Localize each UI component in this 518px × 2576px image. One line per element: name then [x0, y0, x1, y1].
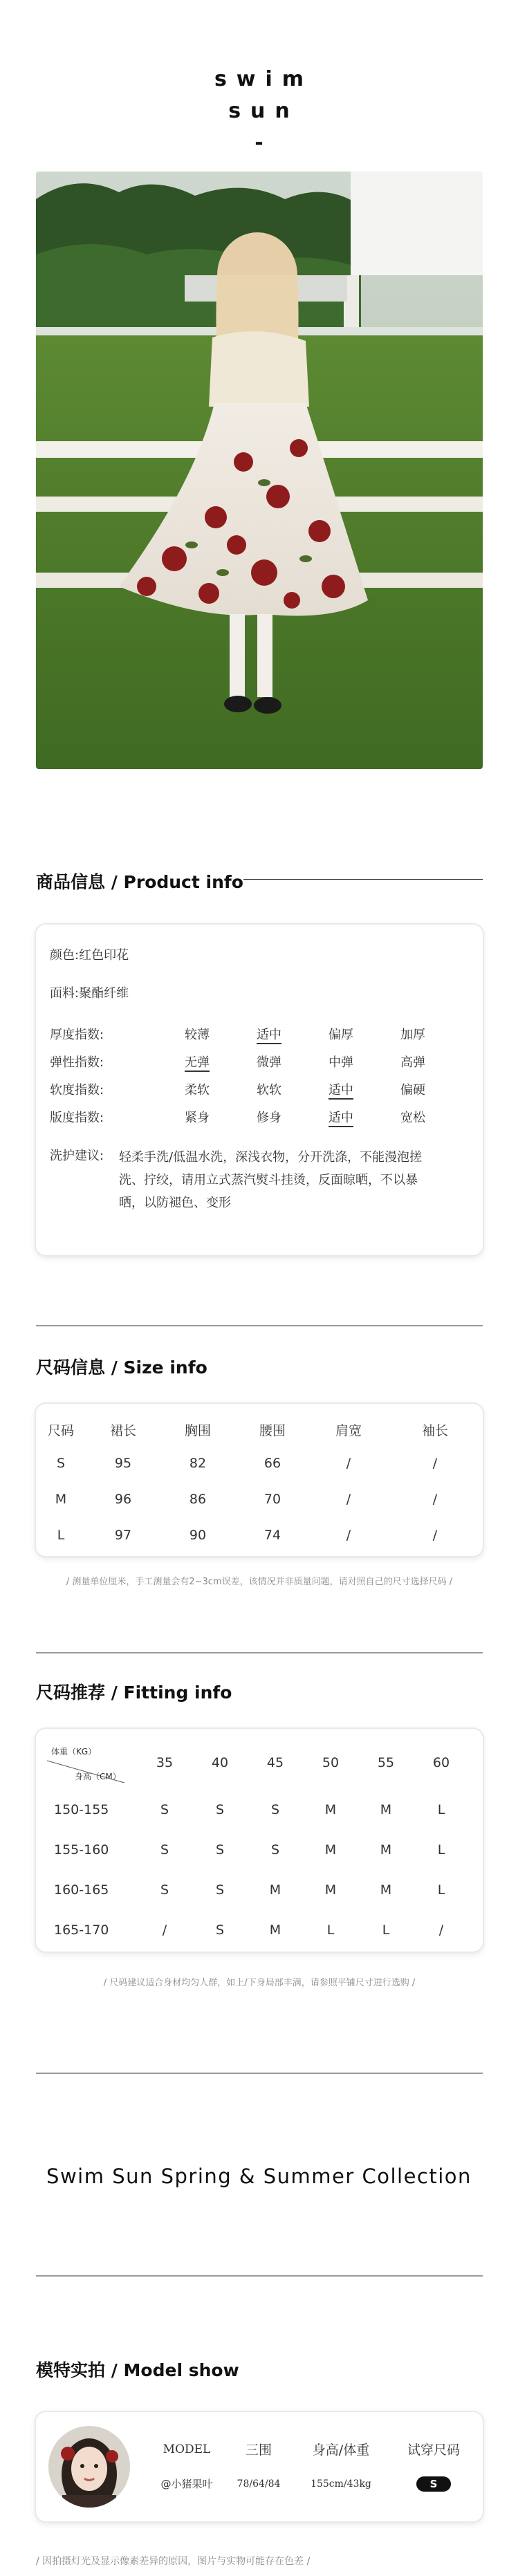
fit-cell: L [437, 1802, 445, 1817]
size-cell: 86 [189, 1492, 207, 1507]
index-option: 高弹 [400, 1055, 425, 1070]
section-divider [36, 1652, 483, 1653]
size-cell: 74 [263, 1528, 281, 1543]
weight-header-cell: 45 [266, 1755, 284, 1770]
size-header-cell: 胸围 [184, 1423, 211, 1438]
fit-cell: S [160, 1882, 169, 1898]
fit-cell: / [162, 1922, 167, 1938]
section-divider [36, 2073, 483, 2074]
fit-cell: M [380, 1842, 392, 1857]
size-cell: / [346, 1528, 351, 1543]
size-badge: S [416, 2476, 451, 2492]
fitting-table-body [47, 1790, 469, 1950]
index-option-selected: 无弹 [185, 1055, 210, 1072]
avatar-illustration [48, 2426, 130, 2508]
hero-photo [36, 172, 483, 769]
model-header-cell: MODEL [163, 2442, 211, 2456]
corner-height-label: 身高（CM） [75, 1772, 121, 1781]
fabric-text: 面料:聚酯纤维 [50, 986, 129, 1001]
fit-cell: L [326, 1922, 335, 1938]
model-size-cell [391, 2476, 476, 2492]
weight-header-cell: 50 [322, 1755, 340, 1770]
height-cell: 155-160 [54, 1842, 109, 1857]
size-cell: 82 [189, 1456, 207, 1471]
size-cell: 66 [263, 1456, 281, 1471]
model-header-cell: 身高/体重 [312, 2443, 370, 2458]
size-header-cell: 袖长 [421, 1423, 448, 1438]
color-text: 颜色:红色印花 [50, 948, 129, 963]
fit-cell: M [380, 1802, 392, 1817]
weight-header-cell: 35 [156, 1755, 174, 1770]
table-row [47, 1870, 469, 1910]
height-cell: 150-155 [54, 1802, 109, 1817]
fit-cell: S [215, 1842, 225, 1857]
size-cell: 95 [114, 1456, 132, 1471]
index-row-thickness [50, 1020, 469, 1048]
size-header-cell: 肩宽 [335, 1423, 362, 1438]
brand-line-1: swim [214, 67, 314, 91]
care-label: 洗护建议: [50, 1149, 104, 1163]
index-option: 偏厚 [329, 1028, 353, 1042]
model-show-card [36, 2412, 483, 2521]
index-option: 软软 [257, 1083, 281, 1097]
model-photo-illustration [36, 172, 483, 769]
fitting-info-title: 尺码推荐 / Fitting info [36, 1683, 232, 1703]
size-cell: 90 [189, 1528, 207, 1543]
index-option: 柔软 [185, 1083, 210, 1097]
fitting-corner-cell [47, 1743, 137, 1783]
product-info-card [36, 925, 483, 1255]
fit-cell: S [270, 1842, 280, 1857]
fit-cell: M [269, 1922, 281, 1938]
fit-cell: M [269, 1882, 281, 1898]
index-option-selected: 适中 [329, 1111, 353, 1127]
fitting-note: / 尺码建议适合身材均匀人群，如上/下身局部丰满，请参照平铺尺寸进行选购 / [103, 1978, 416, 1988]
fit-cell: L [382, 1922, 390, 1938]
size-cell: S [56, 1456, 66, 1471]
size-cell: / [432, 1492, 438, 1507]
model-header-cell: 试穿尺码 [407, 2443, 460, 2458]
brand-line-2: sun [228, 99, 299, 123]
fit-cell: L [437, 1882, 445, 1898]
index-option-selected: 适中 [329, 1083, 353, 1100]
size-note: / 测量单位厘米，手工测量会有2~3cm误差，该情况并非质量问题，请对照自己的尺寸选择尺码 / [66, 1577, 453, 1587]
model-header-row [147, 2440, 476, 2458]
table-row [47, 1910, 469, 1950]
model-note: / 因拍摄灯光及显示像素差异的原因，图片与实物可能存在色差 / [36, 2556, 311, 2567]
fit-cell: M [324, 1842, 337, 1857]
avatar [48, 2426, 130, 2508]
fitting-info-card [36, 1729, 483, 1952]
fit-cell: / [438, 1922, 444, 1938]
table-row [47, 1790, 469, 1830]
table-row [36, 1517, 483, 1553]
size-table [36, 1414, 483, 1553]
index-label: 软度指数: [50, 1083, 104, 1097]
fit-cell: L [437, 1842, 445, 1857]
brand-logo [0, 64, 518, 159]
section-divider [36, 2275, 483, 2277]
fit-cell: S [160, 1802, 169, 1817]
fit-cell: S [215, 1802, 225, 1817]
care-line: 轻柔手洗/低温水洗，深浅衣物，分开洗涤，不能漫泡搓 [119, 1150, 423, 1165]
fit-cell: M [324, 1802, 337, 1817]
model-header-cell: 三围 [245, 2443, 272, 2458]
index-option: 加厚 [400, 1028, 425, 1042]
model-measurements: 78/64/84 [237, 2478, 281, 2490]
fit-cell: S [215, 1882, 225, 1898]
size-table-header [36, 1414, 483, 1445]
index-row-softness [50, 1075, 469, 1103]
index-option: 微弹 [257, 1055, 281, 1070]
height-cell: 165-170 [54, 1922, 109, 1938]
height-cell: 160-165 [54, 1882, 109, 1898]
index-option-selected: 适中 [257, 1028, 281, 1044]
table-row [36, 1445, 483, 1481]
care-line: 洗、拧绞，请用立式蒸汽熨斗挂烫，反面晾晒，不以暴 [119, 1173, 418, 1187]
care-line: 晒，以防褪色、变形 [119, 1196, 231, 1210]
size-info-title: 尺码信息 / Size info [36, 1358, 207, 1378]
section-divider [36, 1325, 483, 1326]
collection-title: Swim Sun Spring & Summer Collection [46, 2165, 472, 2188]
corner-weight-label: 体重（KG） [51, 1747, 97, 1757]
care-text [119, 1146, 422, 1214]
brand-line-3: - [255, 131, 273, 155]
fitting-weight-header [137, 1743, 469, 1783]
index-label: 弹性指数: [50, 1055, 104, 1070]
model-show-title: 模特实拍 / Model show [36, 2360, 239, 2380]
product-info-title: 商品信息 / Product info [36, 872, 243, 892]
size-cell: 70 [263, 1492, 281, 1507]
index-option: 紧身 [185, 1111, 210, 1125]
weight-header-cell: 40 [211, 1755, 229, 1770]
size-cell: / [432, 1528, 438, 1543]
table-row [36, 1481, 483, 1517]
index-row-fit [50, 1103, 469, 1131]
indices-table [50, 1020, 469, 1131]
size-cell: L [57, 1528, 65, 1543]
fit-cell: S [215, 1922, 225, 1938]
size-cell: 97 [114, 1528, 132, 1543]
model-height-weight: 155cm/43kg [311, 2478, 371, 2490]
fit-cell: S [160, 1842, 169, 1857]
index-row-elasticity [50, 1048, 469, 1075]
index-label: 版度指数: [50, 1111, 104, 1125]
index-label: 厚度指数: [50, 1028, 104, 1042]
size-header-cell: 尺码 [47, 1423, 74, 1438]
size-info-card [36, 1404, 483, 1556]
size-cell: M [55, 1492, 67, 1507]
fit-cell: M [380, 1882, 392, 1898]
table-row [47, 1830, 469, 1870]
product-info-title-line [243, 879, 483, 880]
size-cell: / [346, 1492, 351, 1507]
index-option: 较薄 [185, 1028, 210, 1042]
index-option: 中弹 [329, 1055, 353, 1070]
size-cell: / [346, 1456, 351, 1471]
fit-cell: M [324, 1882, 337, 1898]
fit-cell: S [270, 1802, 280, 1817]
index-option: 偏硬 [400, 1083, 425, 1097]
weight-header-cell: 60 [432, 1755, 450, 1770]
model-value-row [147, 2476, 476, 2492]
size-cell: 96 [114, 1492, 132, 1507]
size-header-cell: 裙长 [109, 1423, 136, 1438]
index-option: 宽松 [400, 1111, 425, 1125]
size-cell: / [432, 1456, 438, 1471]
model-name: @小猪果叶 [160, 2478, 213, 2490]
weight-header-cell: 55 [377, 1755, 395, 1770]
size-header-cell: 腰围 [259, 1423, 286, 1438]
index-option: 修身 [257, 1111, 281, 1125]
